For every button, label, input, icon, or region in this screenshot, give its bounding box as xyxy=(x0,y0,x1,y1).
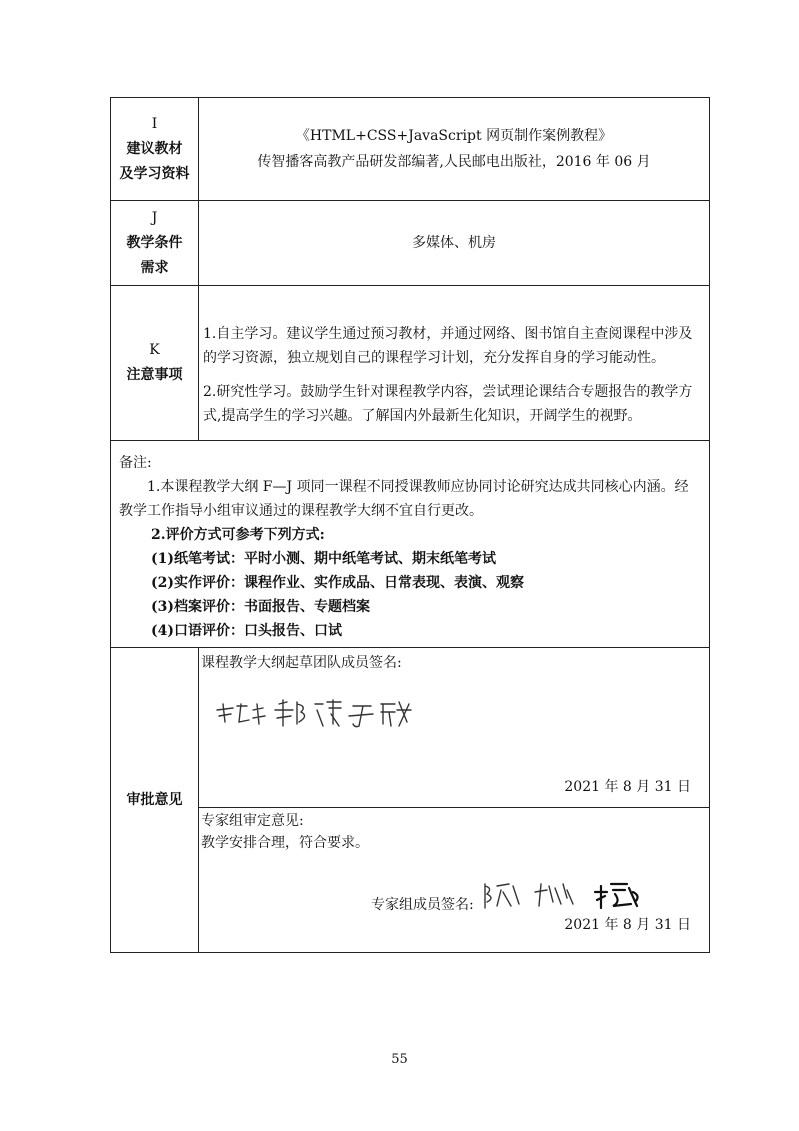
expert-signature xyxy=(481,878,681,914)
row-notes-attention-label xyxy=(111,286,199,440)
row-conditions xyxy=(111,201,709,286)
drafters-label: 课程教学大纲起草团队成员签名: xyxy=(201,655,402,671)
expert-opinion-text: 教学安排合理，符合要求。 xyxy=(201,835,369,851)
remarks-note-1: 1.本课程教学大纲 F—J 项同一课程不同授课教师应协同讨论研究达成共同核心内涵。经教学工作指导小组审议通过的课程教学大纲不宜自行更改。 xyxy=(119,479,689,519)
row-conditions-label xyxy=(111,201,199,285)
row-textbooks xyxy=(111,98,709,201)
expert-date: 2021 年 8 月 31 日 xyxy=(564,917,691,933)
approval-label: 审批意见 xyxy=(126,791,183,808)
syllabus-table xyxy=(110,97,710,953)
drafters-signature xyxy=(213,696,423,736)
remarks-method-1: (1)纸笔考试：平时小测、期中纸笔考试、期末纸笔考试 xyxy=(151,551,496,567)
drafters-block xyxy=(199,648,709,808)
remarks-method-4: (4)口语评价：口头报告、口试 xyxy=(151,623,342,639)
row-code: J xyxy=(151,209,158,226)
book-title: 《HTML+CSS+JavaScript 网页制作案例教程》 xyxy=(295,128,613,144)
page-number: 55 xyxy=(391,1052,408,1067)
row-code: I xyxy=(151,115,158,132)
row-code: K xyxy=(149,342,160,358)
row-label-line2: 及学习资料 xyxy=(119,165,190,182)
attention-item-1: 1.自主学习。建议学生通过预习教材，并通过网络、图书馆自主查阅课程中涉及的学习资源，独立规划自己的课程学习计划，充分发挥自身的学习能动性。 xyxy=(203,326,693,366)
book-publisher: 传智播客高教产品研发部编著,人民邮电出版社，2016 年 06 月 xyxy=(257,154,651,170)
row-notes-attention xyxy=(111,286,709,441)
row-label-line1: 教学条件 xyxy=(126,234,183,251)
row-label-line1: 建议教材 xyxy=(126,140,183,157)
row-approval-content xyxy=(199,648,709,952)
remarks-method-3: (3)档案评价：书面报告、专题档案 xyxy=(151,599,370,615)
conditions-text: 多媒体、机房 xyxy=(412,235,496,251)
row-approval-label xyxy=(111,648,199,952)
remarks-content xyxy=(111,441,709,653)
expert-sign-label: 专家组成员签名: xyxy=(371,897,474,913)
row-notes-attention-content xyxy=(199,286,709,440)
remarks-note-2-heading: 2.评价方式可参考下列方式: xyxy=(151,527,325,543)
draft-date: 2021 年 8 月 31 日 xyxy=(564,779,691,795)
remarks-heading: 备注: xyxy=(119,455,152,471)
row-textbooks-content xyxy=(199,98,709,200)
row-approval xyxy=(111,648,709,952)
remarks-method-2: (2)实作评价：课程作业、实作成品、日常表现、表演、观察 xyxy=(151,575,524,591)
row-label-line2: 需求 xyxy=(140,259,169,276)
row-textbooks-label xyxy=(111,98,199,200)
row-label: 注意事项 xyxy=(126,367,183,383)
attention-item-2: 2.研究性学习。鼓励学生针对课程教学内容，尝试理论课结合专题报告的教学方式,提高学生的学习兴趣。了解国内外最新生化知识，开阔学生的视野。 xyxy=(203,384,693,424)
expert-opinion-label: 专家组审定意见: xyxy=(201,813,304,829)
row-conditions-content xyxy=(199,201,709,285)
expert-block xyxy=(199,808,709,952)
row-remarks xyxy=(111,441,709,648)
